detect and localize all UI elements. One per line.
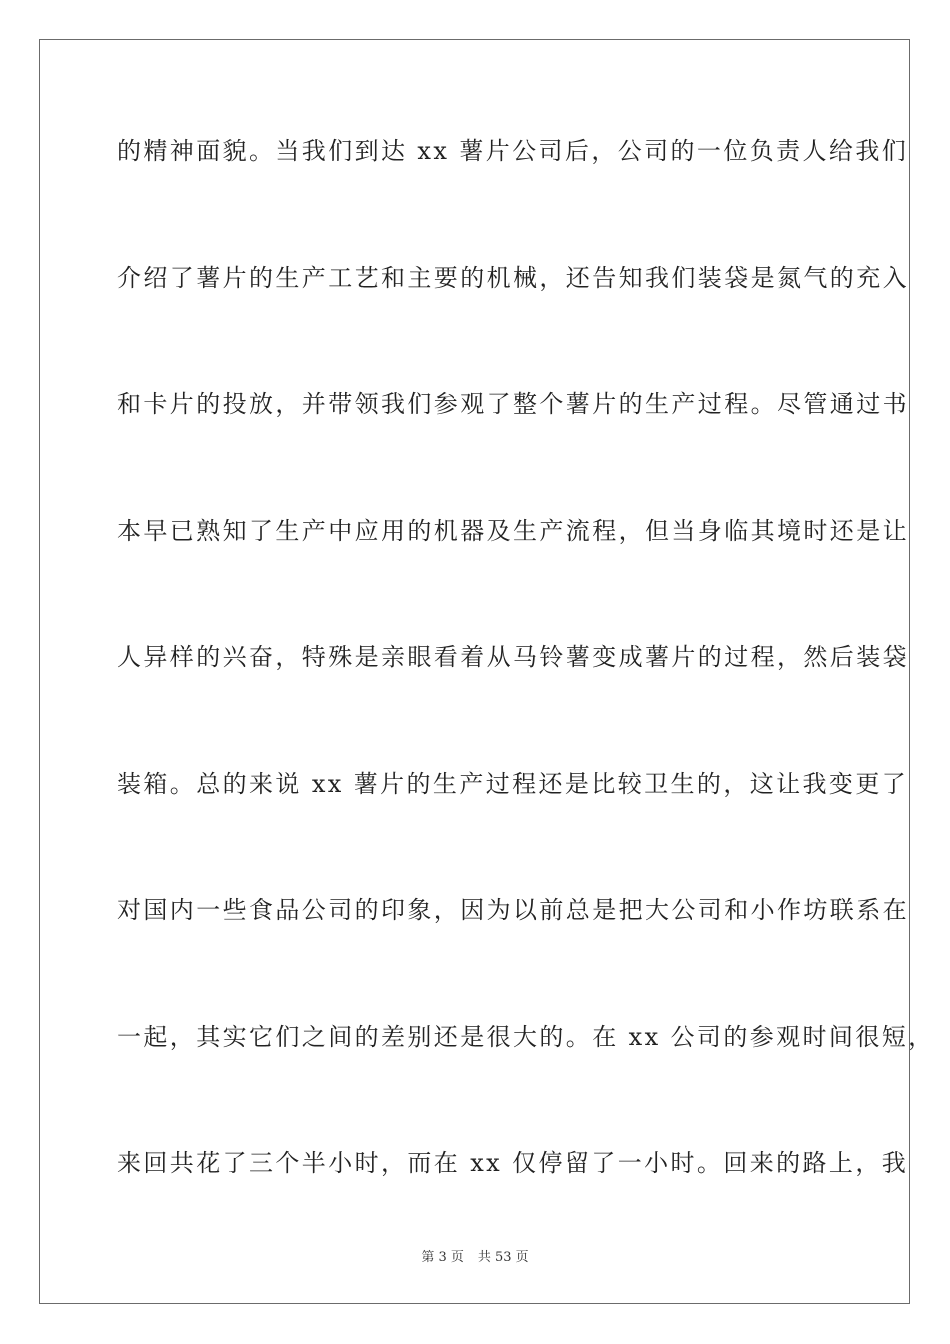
- text-line: 装箱。总的来说 xx 薯片的生产过程还是比较卫生的，这让我变更了: [117, 769, 909, 798]
- page-number: 第 3 页: [421, 1250, 464, 1265]
- page-footer: [0, 1246, 950, 1265]
- text-line: 和卡片的投放，并带领我们参观了整个薯片的生产过程。尽管通过书: [117, 390, 909, 418]
- text-line: 人异样的兴奋，特殊是亲眼看着从马铃薯变成薯片的过程，然后装袋: [117, 643, 909, 671]
- document-body: [117, 126, 935, 1265]
- text-line: 本早已熟知了生产中应用的机器及生产流程，但当身临其境时还是让: [117, 516, 909, 545]
- text-line: 一起，其实它们之间的差别还是很大的。在 xx 公司的参观时间很短，: [117, 1022, 935, 1051]
- text-line: 来回共花了三个半小时，而在 xx 仅停留了一小时。回来的路上，我: [117, 1149, 909, 1177]
- text-line: 对国内一些食品公司的印象，因为以前总是把大公司和小作坊联系在: [117, 896, 909, 924]
- total-pages: 共 53 页: [477, 1250, 529, 1265]
- text-line: 介绍了薯片的生产工艺和主要的机械，还告知我们装袋是氮气的充入: [117, 263, 909, 292]
- text-line: 的精神面貌。当我们到达 xx 薯片公司后，公司的一位负责人给我们: [117, 137, 909, 165]
